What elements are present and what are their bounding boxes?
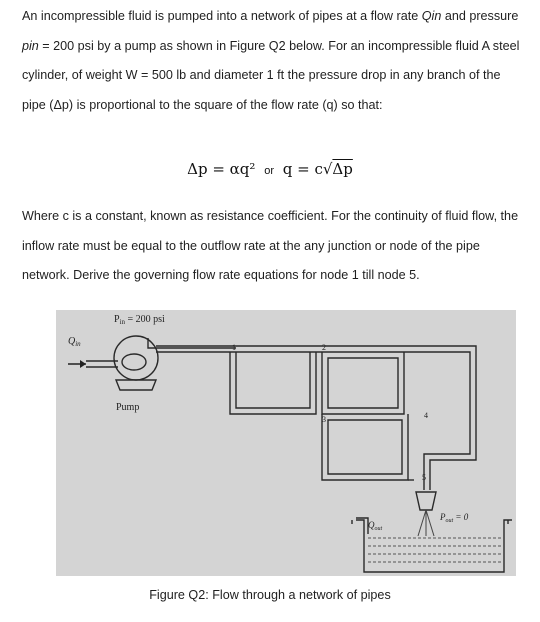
problem-paragraph	[22, 2, 522, 120]
text-segment: and pressure	[441, 9, 519, 23]
node-3-label: 3	[322, 415, 326, 424]
pin-label: $P_{in} = 200$ psi	[114, 314, 165, 326]
pipe-network-diagram	[56, 310, 516, 576]
equation-radicand: Δp	[332, 160, 353, 178]
pout-label: $P_{out} = 0$	[440, 512, 469, 524]
pump-body	[114, 336, 158, 380]
equation-left: Δp = αq²	[187, 160, 261, 178]
node-1-label: 1	[232, 343, 236, 352]
flow-equation	[0, 160, 540, 178]
text-segment: = 200 psi by a pump as shown in Figure Q2 below. For an incompressible fluid A steel cylinder, of weight W = 500 lb and diameter 1 ft the pressure drop in any branch of the pipe (Δp) is proportional to the square of the flow rate (q) so that:	[22, 38, 520, 112]
node-5-label: 5	[422, 473, 426, 482]
node-4-label: 4	[424, 411, 428, 420]
figure-caption: Figure Q2: Flow through a network of pipes	[149, 588, 391, 602]
pipe-network-figure	[56, 310, 516, 576]
continuity-paragraph	[22, 202, 522, 291]
text-segment: An incompressible fluid is pumped into a network of pipes at a flow rate	[22, 9, 422, 23]
qin-symbol: Qin	[421, 9, 442, 23]
node-2-label: 2	[322, 343, 326, 352]
qin-label: $Q_{in}$	[68, 336, 81, 348]
qout-label: $Q_{out}$	[368, 520, 383, 532]
equation-right: q = c√	[277, 160, 333, 178]
pump-label: Pump	[116, 402, 140, 413]
pin-symbol: pin	[22, 38, 39, 53]
equation-or: or	[264, 165, 274, 177]
continuity-text: Where c is a constant, known as resistance coefficient. For the continuity of fluid flow, the inflow rate must be equal to the outflow rate at the any junction or node of the pipe network. Derive the governing flow rate equations for node 1 till node 5.	[22, 209, 519, 282]
